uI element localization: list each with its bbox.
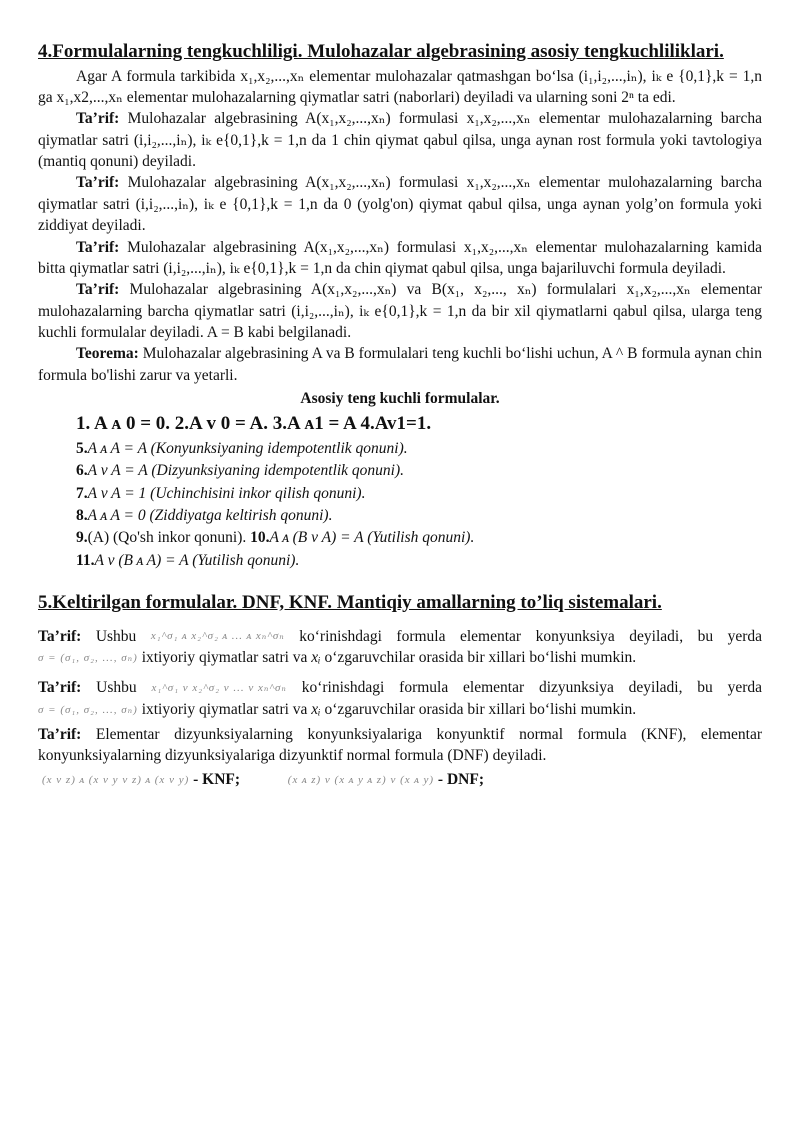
definition-text: Ushbu	[81, 627, 151, 645]
definition-label: Ta’rif:	[38, 679, 82, 697]
section-4-heading	[38, 38, 762, 66]
law-text: A ᴀ (B v A) = A (Yutilish qonuni).	[269, 529, 475, 547]
definition-text: Mulohazalar algebrasining A(x₁,x₂,...,xₙ) formulasi x₁,x₂,...,xₙ elementar mulohazalarning barcha qiymatlar satri (i,i₂,...,iₙ), iₖ e {0,1},k = 1,n da 0 (yolg'on) qiymat qabul qilsa, unga aynan yolg’on formula yoki ziddiyat deyiladi.	[38, 174, 762, 235]
definition-satisfiable	[38, 237, 762, 280]
definition-label: Ta’rif:	[76, 238, 120, 256]
law-text: (A) (Qo'sh inkor qonuni).	[87, 529, 251, 547]
law-number: 6.	[76, 462, 88, 480]
law-number: 7.	[76, 484, 88, 502]
law-text: A v A = A (Dizyunksiyaning idempotentlik qonuni).	[87, 462, 405, 480]
law-text: A v A = 1 (Uchinchisini inkor qilish qonuni).	[87, 484, 366, 502]
definition-text: Mulohazalar algebrasining A(x₁,x₂,...,xₙ) va B(x₁, x₂,..., xₙ) formulalari x₁,x₂,...,xₙ elementar mulohazalarning barcha qiymatlar satri (i,i₂,...,iₙ), iₖ e{0,1},k = 1,n da bir xil qiymatlarni qabul qilsa, ularga teng kuchli formulalar deyiladi. A = B kabi belgilanadi.	[38, 281, 762, 342]
definition-elementary-disjunction	[38, 677, 762, 720]
law-text: A v (B ᴀ A) = A (Yutilish qonuni).	[94, 551, 300, 569]
xi-variable: xᵢ	[311, 648, 321, 666]
definition-label: Ta’rif:	[76, 110, 120, 128]
law-number: 5.	[76, 439, 88, 457]
normal-form-examples	[38, 769, 762, 790]
section-4-title-end: .	[719, 41, 724, 62]
xi-variable: xᵢ	[311, 700, 321, 718]
definition-label: Ta’rif:	[38, 627, 82, 645]
definition-elementary-conjunction	[38, 626, 762, 669]
section-5-body	[38, 626, 762, 791]
definition-text: o‘zgaruvchilar orasida bir xillari bo‘lishi mumkin.	[320, 648, 637, 666]
definition-equivalence	[38, 279, 762, 343]
law-number: 11.	[76, 551, 95, 569]
definition-text: Mulohazalar algebrasining A(x₁,x₂,...,xₙ) formulasi x₁,x₂,...,xₙ elementar mulohazalarning barcha qiymatlar satri (i,i₂,...,iₙ), iₖ e{0,1},k = 1,n da 1 chin qiymat qabul qilsa, unga aynan rost formula yoki tavtologiya (mantiq qonuni) deyiladi.	[38, 110, 762, 171]
definition-text: Ushbu	[81, 679, 152, 697]
laws-heading: Asosiy teng kuchli formulalar.	[300, 390, 500, 408]
definition-text: o‘zgaruvchilar orasida bir xillari bo‘lishi mumkin.	[320, 700, 637, 718]
knf-formula-image: (x v z) ᴀ (x v y v z) ᴀ (x v y)	[42, 773, 190, 786]
theorem-label: Teorema:	[76, 345, 139, 363]
disjunction-formula-image: x₁^σ₁ v x₂^σ₂ v ... v xₙ^σₙ	[151, 682, 287, 695]
definition-label: Ta’rif:	[76, 281, 120, 299]
law-text: A ᴀ A = A (Konyunksiyaning idempotentlik qonuni).	[87, 439, 408, 457]
law-7	[76, 483, 762, 504]
document-page	[38, 38, 762, 790]
dnf-label: - DNF;	[434, 770, 484, 788]
sigma-formula-image: σ = (σ₁, σ₂, ..., σₙ)	[38, 703, 138, 716]
definition-text: Mulohazalar algebrasining A(x₁,x₂,...,xₙ) formulasi x₁,x₂,...,xₙ elementar mulohazalarning kamida bitta qiymatlar satri (i,i₂,...,iₙ), iₖ e{0,1},k = 1,n da chin qiymat qabul qilsa, unga bajariluvchi formula deyiladi.	[38, 238, 762, 277]
definition-text: ixtiyoriy qiymatlar satri va	[137, 700, 312, 718]
sigma-formula-image: σ = (σ₁, σ₂, ..., σₙ)	[38, 651, 138, 664]
definition-normal-forms	[38, 724, 762, 767]
theorem-paragraph	[38, 343, 762, 386]
law-text: A ᴀ A = 0 (Ziddiyatga keltirish qonuni).	[87, 506, 333, 524]
laws-list	[38, 411, 762, 571]
definition-label: Ta’rif:	[38, 726, 82, 744]
law-6	[76, 460, 762, 481]
intro-paragraph: Agar A formula tarkibida x₁,x₂,...,xₙ elementar mulohazalar qatmashgan bo‘lsa (i₁,i₂,...,iₙ), iₖ e {0,1},k = 1,n ga x₁,x2,...,xₙ elementar mulohazalarning qiymatlar satri (naborlari) deyiladi va ularning soni 2ⁿ ta edi.	[38, 67, 762, 106]
definition-label: Ta’rif:	[76, 174, 120, 192]
definition-tautology	[38, 108, 762, 172]
theorem-text: Mulohazalar algebrasining A va B formulalari teng kuchli bo‘lishi uchun, A ^ B formula aynan chin formula bo'lishi zarur va yetarli.	[38, 345, 762, 384]
definition-contradiction	[38, 172, 762, 236]
law-8	[76, 505, 762, 526]
definition-text: ko‘rinishdagi formula elementar konyunksiya deyiladi, bu yerda	[284, 627, 762, 645]
definition-text: ko‘rinishdagi formula elementar dizyunksiya deyiladi, bu yerda	[286, 679, 762, 697]
law-number: 8.	[76, 506, 88, 524]
definition-text: ixtiyoriy qiymatlar satri va	[137, 648, 312, 666]
law-line-1-4: 1. A ᴀ 0 = 0. 2.A v 0 = A. 3.A ᴀ1 = A 4.Av1=1.	[76, 412, 432, 434]
law-5	[76, 438, 762, 459]
dnf-formula-image: (x ᴀ z) v (x ᴀ y ᴀ z) v (x ᴀ y)	[287, 773, 435, 786]
knf-label: - KNF;	[189, 770, 241, 788]
section-5-heading: 5.Keltirilgan formulalar. DNF, KNF. Mantiqiy amallarning to’liq sistemalari.	[38, 592, 662, 614]
law-number: 9.	[76, 529, 88, 547]
law-9-10	[76, 527, 762, 548]
law-11	[76, 550, 762, 571]
law-number: 10.	[250, 529, 270, 547]
section-4-title: 4.Formulalarning tengkuchliligi. Mulohazalar algebrasining asosiy tengkuchliliklari	[38, 41, 720, 62]
definition-text: Elementar dizyunksiyalarning konyunksiyalariga konyunktif normal formula (KNF), elementar konyunksiyalarning dizyunksiyalariga dizyunktif normal formula (DNF) deyiladi.	[38, 726, 762, 765]
conjunction-formula-image: x₁^σ₁ ᴀ x₂^σ₂ ᴀ ... ᴀ xₙ^σₙ	[150, 630, 285, 643]
